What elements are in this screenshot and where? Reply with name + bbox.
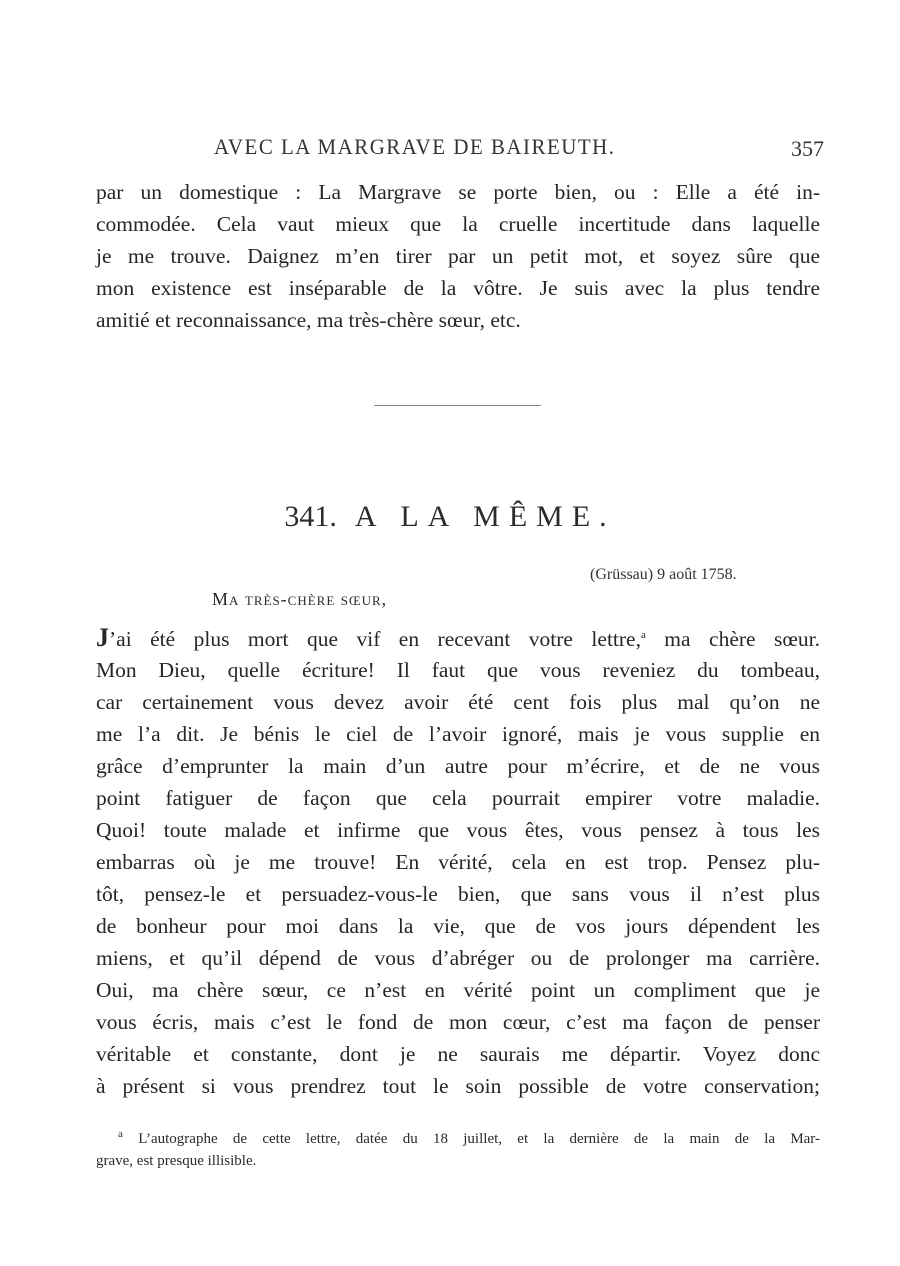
text-line: je me trouve. Daignez m’en tirer par un petit mot, et soyez sûre que <box>96 244 820 268</box>
footnote-text: L’autographe de cette lettre, datée du 18 juillet, et la dernière de la main de la Mar- <box>138 1131 821 1147</box>
section-divider <box>374 405 541 406</box>
text-line: mon existence est inséparable de la vôtre. Je suis avec la plus tendre <box>96 276 820 300</box>
text-line: me l’a dit. Je bénis le ciel de l’avoir ignoré, mais je vous supplie en <box>96 722 820 746</box>
letter-number: 341. <box>284 500 337 533</box>
letter-salutation: Ma très-chère sœur, <box>212 589 388 609</box>
text-fragment: ma chère sœur. <box>645 627 821 651</box>
text-fragment: ’ai été plus mort que vif en recevant votre lettre, <box>109 627 641 651</box>
letter-title: A LA MÊME. <box>354 500 616 533</box>
footnote-line: grave, est presque illisible. <box>96 1153 257 1169</box>
continuation-paragraph <box>96 176 820 336</box>
text-line: grâce d’emprunter la main d’un autre pour m’écrire, et de ne vous <box>96 754 820 778</box>
letter-body <box>96 622 820 1102</box>
letter-heading <box>0 500 900 534</box>
text-line: de bonheur pour moi dans la vie, que de vos jours dépendent les <box>96 914 820 938</box>
text-line: point fatiguer de façon que cela pourrait empirer votre maladie. <box>96 786 820 810</box>
text-line: véritable et constante, dont je ne saurais me départir. Voyez donc <box>96 1042 820 1066</box>
footnote-marker: a <box>118 1128 123 1140</box>
footnote-line <box>96 1128 820 1150</box>
text-line: à présent si vous prendrez tout le soin possible de votre conservation; <box>96 1074 820 1098</box>
text-line: embarras où je me trouve! En vérité, cela en est trop. Pensez plu- <box>96 850 820 874</box>
running-head <box>214 134 824 164</box>
text-line: par un domestique : La Margrave se porte bien, ou : Elle a été in- <box>96 180 820 204</box>
text-line: amitié et reconnaissance, ma très-chère sœur, etc. <box>96 308 521 332</box>
text-line-first <box>96 622 820 654</box>
text-line: commodée. Cela vaut mieux que la cruelle incertitude dans laquelle <box>96 212 820 236</box>
footnote <box>96 1128 820 1172</box>
text-line: car certainement vous devez avoir été cent fois plus mal qu’on ne <box>96 690 820 714</box>
text-line: vous écris, mais c’est le fond de mon cœur, c’est ma façon de penser <box>96 1010 820 1034</box>
letter-dateline: (Grüssau) 9 août 1758. <box>590 566 737 583</box>
page-number: 357 <box>791 136 824 161</box>
text-line: tôt, pensez-le et persuadez-vous-le bien, que sans vous il n’est plus <box>96 882 820 906</box>
text-line: Mon Dieu, quelle écriture! Il faut que vous reveniez du tombeau, <box>96 658 820 682</box>
text-line: Quoi! toute malade et infirme que vous êtes, vous pensez à tous les <box>96 818 820 842</box>
text-line: miens, et qu’il dépend de vous d’abréger ou de prolonger ma carrière. <box>96 946 820 970</box>
running-title: AVEC LA MARGRAVE DE BAIREUTH. <box>214 134 616 159</box>
text-line: Oui, ma chère sœur, ce n’est en vérité point un compliment que je <box>96 978 820 1002</box>
footnote-reference[interactable]: a <box>640 628 646 641</box>
drop-cap: J <box>96 623 109 652</box>
